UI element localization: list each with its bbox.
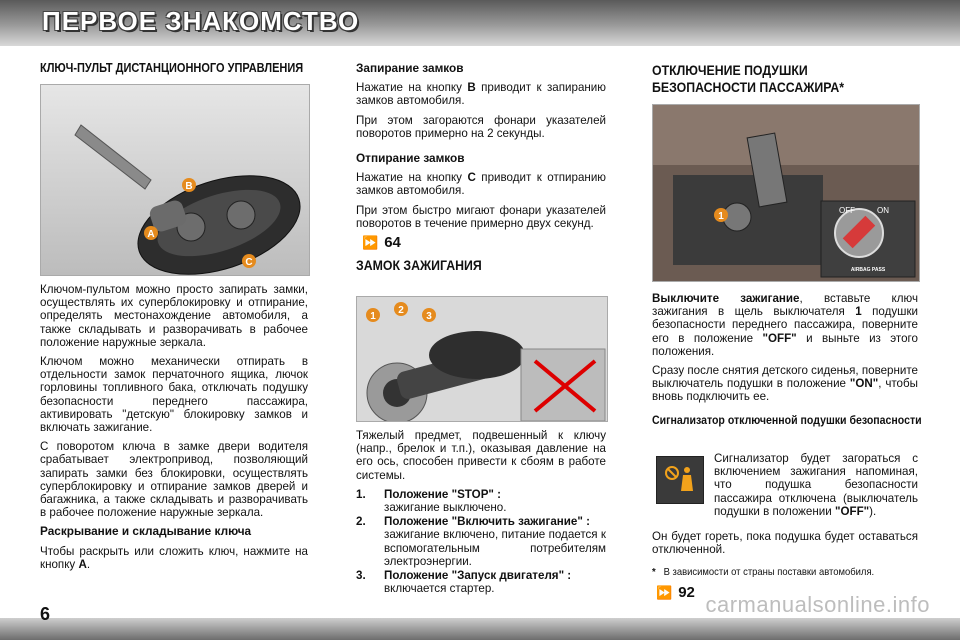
svg-text:A: A [147, 229, 155, 240]
ignition-heading: ЗАМОК ЗАЖИГАНИЯ [356, 257, 482, 274]
airbag-paragraph-3: Он будет гореть, пока подушка будет оставаться отключенной. [652, 530, 918, 557]
footer-bar [0, 618, 960, 640]
airbag-off-icon [657, 457, 703, 503]
airbag-text [652, 292, 922, 433]
airbag-paragraph-1: Выключите зажигание, вставьте ключ зажигания в щель выключателя 1 подушки безопасности переднего пассажира, поверните его в положение "OFF" и выньте из этого положения. [652, 292, 918, 358]
fold-title: Раскрывание и складывание ключа [40, 524, 252, 539]
svg-text:C: C [245, 257, 253, 268]
key-text [40, 283, 308, 577]
ignition-label-1 [366, 308, 380, 322]
airbag-switch-illustration [652, 104, 920, 282]
ignition-label-3 [422, 308, 436, 322]
fold-text: Чтобы раскрыть или сложить ключ, нажмите на кнопку A. [40, 544, 308, 571]
indicator-heading: Сигнализатор отключенной подушки безопасности [652, 412, 922, 427]
airbag-footer-text [652, 530, 918, 599]
locking-text-2: При этом загораются фонари указателей поворотов примерно на 2 секунды. [356, 113, 606, 140]
page-reference-92[interactable]: ⏩ 92 [656, 583, 695, 601]
airbag-switch-drawing [653, 105, 919, 281]
key-fob-drawing [41, 85, 309, 275]
airbag-warning-lamp [656, 456, 704, 504]
svg-text:OFF: OFF [839, 206, 855, 215]
double-arrow-icon: ⏩ [656, 584, 673, 600]
svg-text:3: 3 [426, 311, 432, 322]
ignition-text [356, 429, 606, 596]
airbag-switch-inset [821, 201, 915, 277]
page-title: ПЕРВОЕ ЗНАКОМСТВО [42, 6, 360, 36]
unlocking-text: Нажатие на кнопку C приводит к отпиранию замков автомобиля. [356, 171, 606, 198]
key-paragraph-1: Ключом-пультом можно просто запирать замки, осуществлять их суперблокировку и отпирание, определять местонахождение автомобиля, а также складывать и разворачивать в рабочее положение наружные зеркала. [40, 283, 308, 349]
svg-text:1: 1 [718, 211, 724, 222]
airbag-heading-line-2: БЕЗОПАСНОСТИ ПАССАЖИРА* [652, 79, 845, 95]
svg-text:2: 2 [398, 305, 404, 316]
lock-section [356, 62, 606, 272]
key-paragraph-3: С поворотом ключа в замке двери водителя срабатывает электропривод, позволяющий запирать замки без блокировки, осуществлять суперблокировку и отпирание замков дверей и багажника, а также складывать и разворачивать в рабочее положение наружные зеркала. [40, 440, 308, 520]
watermark: carmanualsonline.info [705, 592, 930, 617]
label-c [242, 254, 256, 268]
page-number: 6 [40, 604, 51, 624]
ignition-illustration [356, 296, 608, 422]
footnote: * В зависимости от страны поставки автомобиля. [652, 566, 875, 579]
indicator-description: Сигнализатор будет загораться с включением зажигания напоминая, что подушка безопасности пассажира отключена (выключатель подушки в положении "OFF"). [714, 452, 918, 518]
title-bar [0, 0, 960, 46]
ignition-warning: Тяжелый предмет, подвешенный к ключу (напр., брелок и т.п.), оказывая давление на его ось, способен привести к сбоям в работе системы. [356, 429, 606, 482]
page-reference-64[interactable]: ⏩ 64 [362, 234, 401, 252]
airbag-heading-line-1: ОТКЛЮЧЕНИЕ ПОДУШКИ [652, 62, 808, 78]
airbag-heading-block [652, 62, 922, 96]
airbag-paragraph-2: Сразу после снятия детского сиденья, поверните выключатель подушки в положение "ON", чтобы вновь подключить ее. [652, 364, 918, 404]
svg-text:B: B [185, 181, 193, 192]
locking-title: Запирание замков [356, 61, 464, 75]
svg-text:1: 1 [370, 311, 376, 322]
key-fob-illustration [40, 84, 310, 276]
svg-text:ON: ON [877, 206, 889, 215]
double-arrow-icon: ⏩ [362, 235, 379, 251]
position-2: 2. Положение "Включить зажигание" : зажигание включено, питание подается к вспомогательным потребителям электроэнергии. [356, 515, 606, 568]
position-3: 3. Положение "Запуск двигателя" : включается стартер. [356, 569, 572, 596]
key-section-heading: КЛЮЧ-ПУЛЬТ ДИСТАНЦИОННОГО УПРАВЛЕНИЯ [40, 61, 304, 75]
svg-text:AIRBAG PASS: AIRBAG PASS [850, 267, 886, 273]
unlocking-title: Отпирание замков [356, 151, 465, 166]
ignition-label-2 [394, 302, 408, 316]
label-a [144, 226, 158, 240]
unlocking-text-2: При этом быстро мигают фонари указателей поворотов в течение примерно двух секунд. [356, 203, 606, 230]
label-b [182, 178, 196, 192]
key-section [40, 62, 308, 75]
ignition-positions [356, 488, 606, 596]
ignition-drawing [357, 297, 607, 421]
locking-text: Нажатие на кнопку B приводит к запиранию замков автомобиля. [356, 81, 606, 108]
key-paragraph-2: Ключом можно механически отпирать в отдельности замок перчаточного ящика, лючок горловины топливного бака, отключать подушку безопасности переднего пассажира, активировать "детскую" блокировку замков и включать зажигание. [40, 355, 308, 435]
position-1: 1. Положение "STOP" : зажигание выключено. [356, 487, 507, 515]
airbag-label-1 [714, 208, 728, 222]
indicator-text [714, 452, 918, 524]
